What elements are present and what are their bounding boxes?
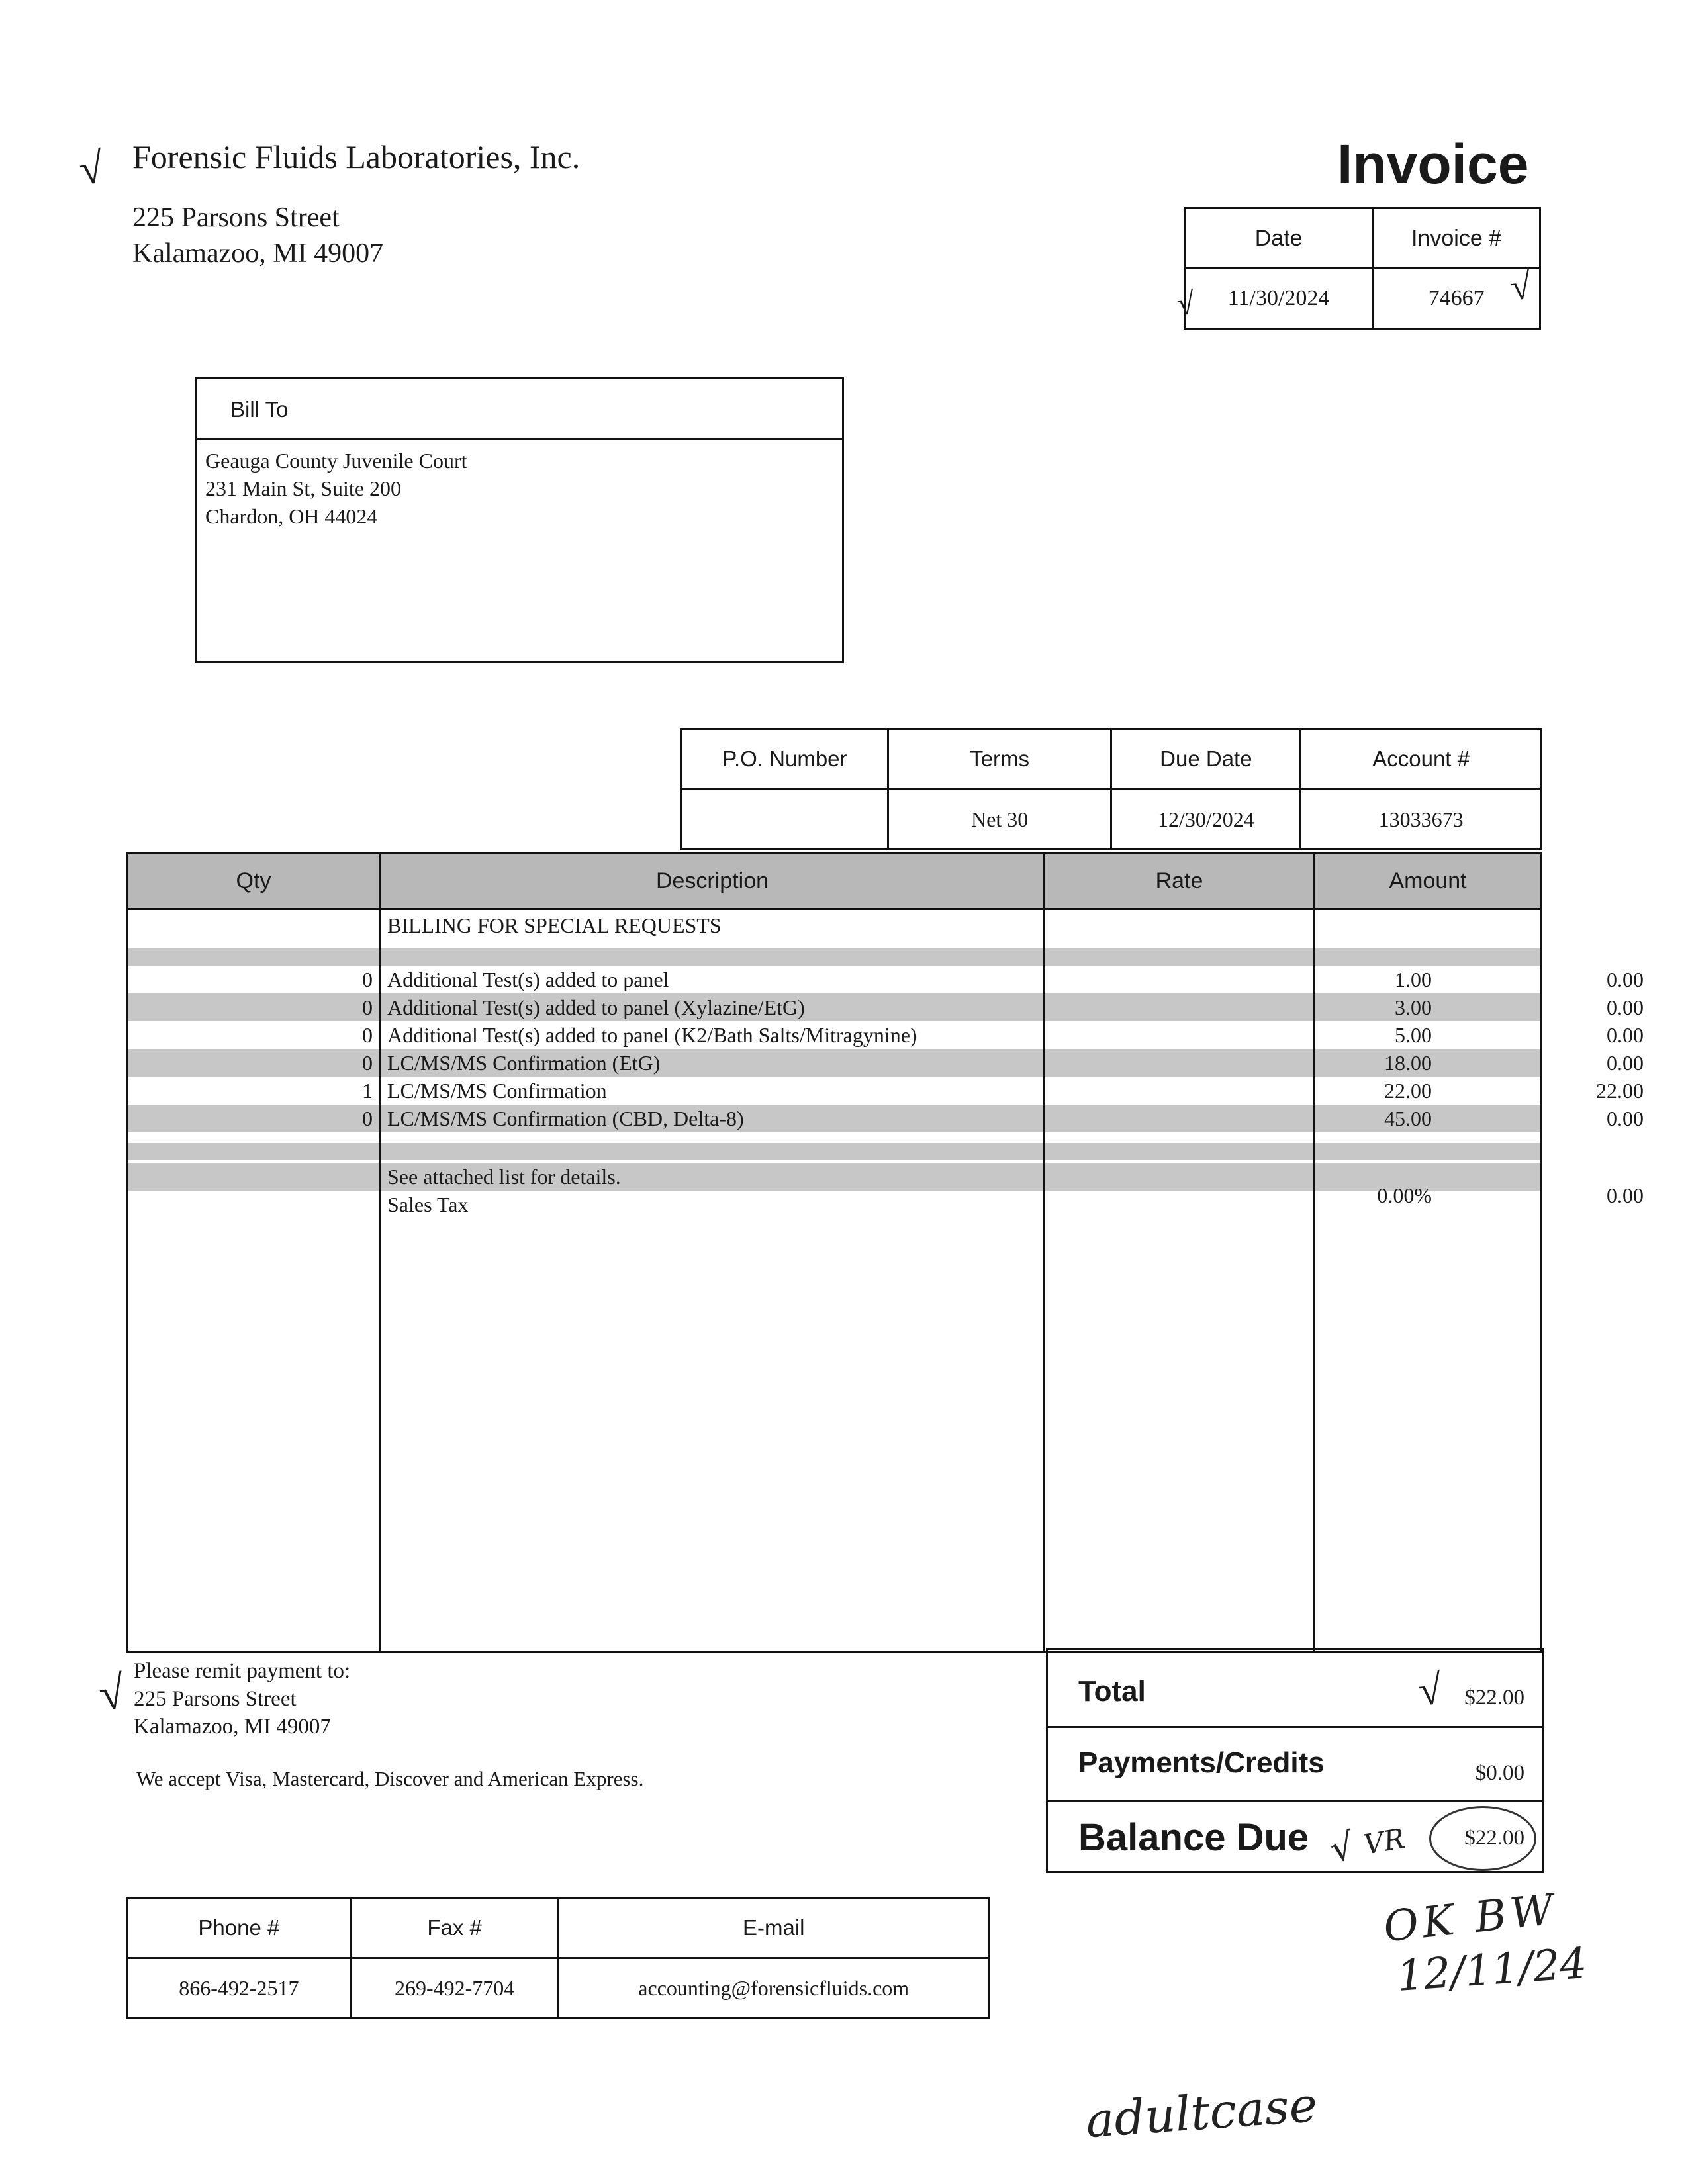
qty-cell: 0 [362,1023,373,1047]
amount-cell: 0.00 [1607,1107,1644,1130]
sales-tax-label: Sales Tax [387,1193,469,1216]
bill-to-box [195,377,844,663]
table-row [128,1049,1644,1077]
column-divider [1313,854,1315,1651]
company-street: 225 Parsons Street [132,203,340,233]
account-number: 13033673 [1301,790,1542,850]
phone-number: 866-492-2517 [127,1958,352,2019]
payment-methods: We accept Visa, Mastercard, Discover and American Express. [136,1767,644,1790]
document-title: Invoice [1337,133,1529,195]
bill-to-line: Geauga County Juvenile Court [205,449,467,473]
payments-amount: $0.00 [1475,1761,1524,1785]
column-divider [1043,854,1045,1651]
details-note: See attached list for details. [387,1165,621,1189]
qty-cell: 0 [362,1051,373,1075]
total-row [1048,1650,1542,1728]
table-row [128,1105,1644,1132]
handwritten-initials: VR [1361,1821,1407,1862]
bill-to-label: Bill To [197,379,842,440]
account-number-label: Account # [1301,729,1542,790]
description-cell: LC/MS/MS Confirmation (EtG) [387,1051,661,1075]
checkmark-icon: √ [76,143,107,195]
section-heading-row [128,911,1540,939]
qty-header: Qty [128,854,379,910]
rate-cell: 22.00 [1384,1079,1432,1103]
fax-number: 269-492-7704 [351,1958,558,2019]
total-amount: $22.00 [1464,1686,1524,1709]
line-items-table [126,852,1644,1653]
description-header: Description [381,854,1043,910]
handwritten-circle [1429,1806,1536,1871]
shaded-band [128,1143,1540,1160]
sales-tax-rate: 0.00% [1377,1183,1432,1207]
description-cell: LC/MS/MS Confirmation (CBD, Delta-8) [387,1107,744,1130]
invoice-number: 74667 [1373,269,1540,329]
due-date-label: Due Date [1111,729,1301,790]
balance-label: Balance Due [1078,1816,1309,1859]
company-name: Forensic Fluids Laboratories, Inc. [132,138,581,175]
checkmark-icon: √ [1508,265,1533,309]
email-label: E-mail [558,1898,990,1958]
rate-header: Rate [1045,854,1313,910]
payments-row [1048,1728,1542,1802]
fax-label: Fax # [351,1898,558,1958]
qty-cell: 0 [362,968,373,991]
rate-cell: 18.00 [1384,1051,1432,1075]
date-label: Date [1185,208,1373,269]
rate-cell: 3.00 [1395,995,1432,1019]
terms: Net 30 [888,790,1111,850]
invoice-number-label: Invoice # [1373,208,1540,269]
remit-line: Kalamazoo, MI 49007 [134,1715,331,1739]
sales-tax-row [128,1183,1644,1218]
bill-to-line: 231 Main St, Suite 200 [205,477,402,500]
handwritten-date-note: 12/11/24 [1395,1939,1589,2001]
amount-cell: 0.00 [1607,995,1644,1019]
qty-cell: 1 [362,1079,373,1103]
amount-cell: 0.00 [1607,1051,1644,1075]
payments-label: Payments/Credits [1078,1747,1325,1779]
invoice-header-table [1184,207,1541,330]
totals-box [1046,1648,1544,1873]
remit-line: Please remit payment to: [134,1659,351,1683]
description-cell: Additional Test(s) added to panel (Xylazine/EtG) [387,995,805,1019]
sales-tax-amount: 0.00 [1607,1183,1644,1207]
checkmark-icon: √ [1416,1665,1444,1715]
shaded-band [128,948,1540,966]
due-date: 12/30/2024 [1111,790,1301,850]
email-address: accounting@forensicfluids.com [558,1958,990,2019]
amount-cell: 0.00 [1607,968,1644,991]
table-row [128,1021,1644,1049]
checkmark-icon: √ [1175,285,1197,323]
column-divider [379,854,381,1651]
invoice-date: 11/30/2024 [1185,269,1373,329]
rate-cell: 1.00 [1395,968,1432,991]
handwritten-ok-note: OK BW [1381,1885,1560,1952]
remit-line: 225 Parsons Street [134,1687,297,1711]
qty-cell: 0 [362,1107,373,1130]
company-address [132,200,383,271]
balance-row [1048,1802,1542,1871]
checkmark-icon: √ [95,1666,128,1721]
po-number-label: P.O. Number [682,729,888,790]
table-row [128,966,1644,993]
remit-address [134,1657,350,1741]
amount-header: Amount [1315,854,1540,910]
contact-table [126,1897,990,2019]
amount-cell: 22.00 [1596,1079,1644,1103]
section-heading: BILLING FOR SPECIAL REQUESTS [387,913,722,937]
bill-to-address [197,440,842,537]
rate-cell: 45.00 [1384,1107,1432,1130]
qty-cell: 0 [362,995,373,1019]
po-number [682,790,888,850]
total-label: Total [1078,1675,1146,1707]
balance-amount: $22.00 [1464,1826,1524,1850]
phone-label: Phone # [127,1898,352,1958]
description-cell: Additional Test(s) added to panel [387,968,669,991]
handwritten-bottom-note: adultcase [1084,2076,1319,2149]
description-cell: LC/MS/MS Confirmation [387,1079,607,1103]
amount-cell: 0.00 [1607,1023,1644,1047]
terms-label: Terms [888,729,1111,790]
company-city: Kalamazoo, MI 49007 [132,238,384,269]
order-info-table [680,728,1542,850]
handwritten-initials: √ [1326,1825,1359,1872]
bill-to-line: Chardon, OH 44024 [205,504,378,528]
table-row [128,993,1644,1021]
rate-cell: 5.00 [1395,1023,1432,1047]
table-row [128,1077,1644,1105]
description-cell: Additional Test(s) added to panel (K2/Bath Salts/Mitragynine) [387,1023,917,1047]
